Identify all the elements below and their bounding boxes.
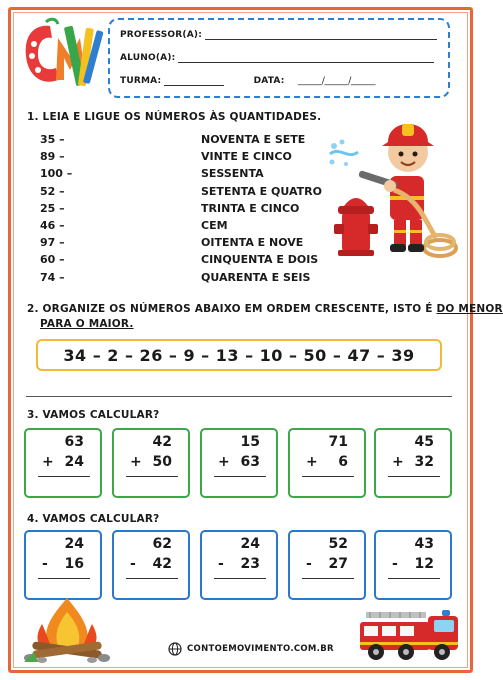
operator: + (306, 454, 318, 470)
fire-truck-illustration (356, 604, 462, 662)
turma-row (120, 76, 375, 86)
campfire-illustration (22, 594, 112, 664)
result-line (388, 578, 440, 579)
question-3-title: 3. VAMOS CALCULAR? (27, 409, 160, 421)
word-item[interactable]: VINTE E CINCO (201, 150, 292, 164)
operator: - (42, 556, 48, 572)
word-item[interactable]: CINQUENTA E DOIS (201, 253, 319, 267)
calc-problem-box[interactable] (200, 530, 278, 600)
operator: - (306, 556, 312, 572)
word-item[interactable]: NOVENTA E SETE (201, 133, 306, 146)
first-operand: 52 (328, 536, 348, 552)
aluno-row (120, 53, 434, 63)
result-line (126, 578, 178, 579)
number-item[interactable]: 100 – (40, 167, 73, 181)
number-item[interactable]: 60 – (40, 253, 65, 267)
number-item[interactable]: 74 – (40, 270, 65, 284)
number-item[interactable]: 25 – (40, 201, 65, 215)
word-item[interactable]: TRINTA E CINCO (201, 201, 300, 215)
calc-problem-box[interactable] (24, 530, 102, 600)
second-operand: 23 (240, 556, 260, 572)
first-operand: 24 (64, 536, 84, 552)
result-line (214, 476, 266, 477)
first-operand: 43 (414, 536, 434, 552)
number-column (40, 133, 72, 288)
word-item[interactable]: QUARENTA E SEIS (201, 270, 311, 284)
operator: + (42, 454, 54, 470)
calc-problem-box[interactable] (374, 428, 452, 498)
operator: - (218, 556, 224, 572)
student-info-box (108, 18, 450, 98)
question-2-title-part2: DO MENOR (436, 303, 503, 315)
second-operand: 42 (152, 556, 172, 572)
professor-label: PROFESSOR(A): (120, 30, 203, 40)
globe-icon (168, 642, 182, 656)
professor-row (120, 30, 437, 40)
question-2-title (27, 303, 503, 315)
calc-problem-box[interactable] (288, 428, 366, 498)
second-operand: 27 (328, 556, 348, 572)
first-operand: 42 (152, 434, 172, 450)
calc-problem-box[interactable] (112, 530, 190, 600)
operator: + (392, 454, 404, 470)
number-item[interactable]: 97 – (40, 236, 65, 250)
question-1-title: 1. LEIA E LIGUE OS NÚMEROS ÀS QUANTIDADES. (27, 111, 322, 123)
result-line (302, 476, 354, 477)
result-line (38, 476, 90, 477)
question-2-title-part3: PARA O MAIOR. (40, 318, 134, 330)
result-line (302, 578, 354, 579)
number-sequence-box: 34 – 2 – 26 – 9 – 13 – 10 – 50 – 47 – 39 (36, 339, 442, 371)
second-operand: 12 (414, 556, 434, 572)
question-2-title-part1: 2. ORGANIZE OS NÚMEROS ABAIXO EM ORDEM CRESCENTE, ISTO É (27, 303, 433, 315)
result-line (38, 578, 90, 579)
calc-problem-box[interactable] (112, 428, 190, 498)
number-item[interactable]: 89 – (40, 150, 65, 164)
calc-problem-box[interactable] (374, 530, 452, 600)
question-4-title: 4. VAMOS CALCULAR? (27, 513, 160, 525)
operator: + (218, 454, 230, 470)
result-line (214, 578, 266, 579)
word-column (201, 133, 322, 288)
footer (168, 642, 334, 656)
word-item[interactable]: OITENTA E NOVE (201, 236, 304, 250)
first-operand: 62 (152, 536, 172, 552)
number-item[interactable]: 46 – (40, 218, 65, 232)
second-operand: 6 (338, 454, 348, 470)
result-line (126, 476, 178, 477)
second-operand: 24 (64, 454, 84, 470)
number-item[interactable]: 52 – (40, 184, 65, 198)
professor-field[interactable] (205, 39, 437, 40)
operator: - (392, 556, 398, 572)
second-operand: 16 (64, 556, 84, 572)
first-operand: 71 (328, 434, 348, 450)
first-operand: 24 (240, 536, 260, 552)
calc-problem-box[interactable] (288, 530, 366, 600)
turma-label: TURMA: (120, 76, 162, 86)
number-item[interactable]: 35 – (40, 133, 65, 146)
first-operand: 15 (240, 434, 260, 450)
firefighter-illustration (328, 102, 460, 262)
word-item[interactable]: CEM (201, 218, 228, 232)
date-field[interactable]: ______/______/______ (297, 76, 375, 86)
word-item[interactable]: SETENTA E QUATRO (201, 184, 322, 198)
first-operand: 45 (414, 434, 434, 450)
result-line (388, 476, 440, 477)
second-operand: 63 (240, 454, 260, 470)
calc-problem-box[interactable] (24, 428, 102, 498)
data-label: DATA: (253, 76, 285, 86)
turma-field[interactable] (164, 85, 224, 86)
cm-logo (20, 16, 102, 98)
calc-problem-box[interactable] (200, 428, 278, 498)
aluno-field[interactable] (178, 62, 434, 63)
second-operand: 50 (152, 454, 172, 470)
word-item[interactable]: SESSENTA (201, 167, 264, 181)
first-operand: 63 (64, 434, 84, 450)
operator: + (130, 454, 142, 470)
second-operand: 32 (414, 454, 434, 470)
operator: - (130, 556, 136, 572)
answer-line[interactable] (26, 396, 452, 397)
footer-site[interactable]: CONTOEMOVIMENTO.COM.BR (187, 644, 334, 654)
aluno-label: ALUNO(A): (120, 53, 176, 63)
